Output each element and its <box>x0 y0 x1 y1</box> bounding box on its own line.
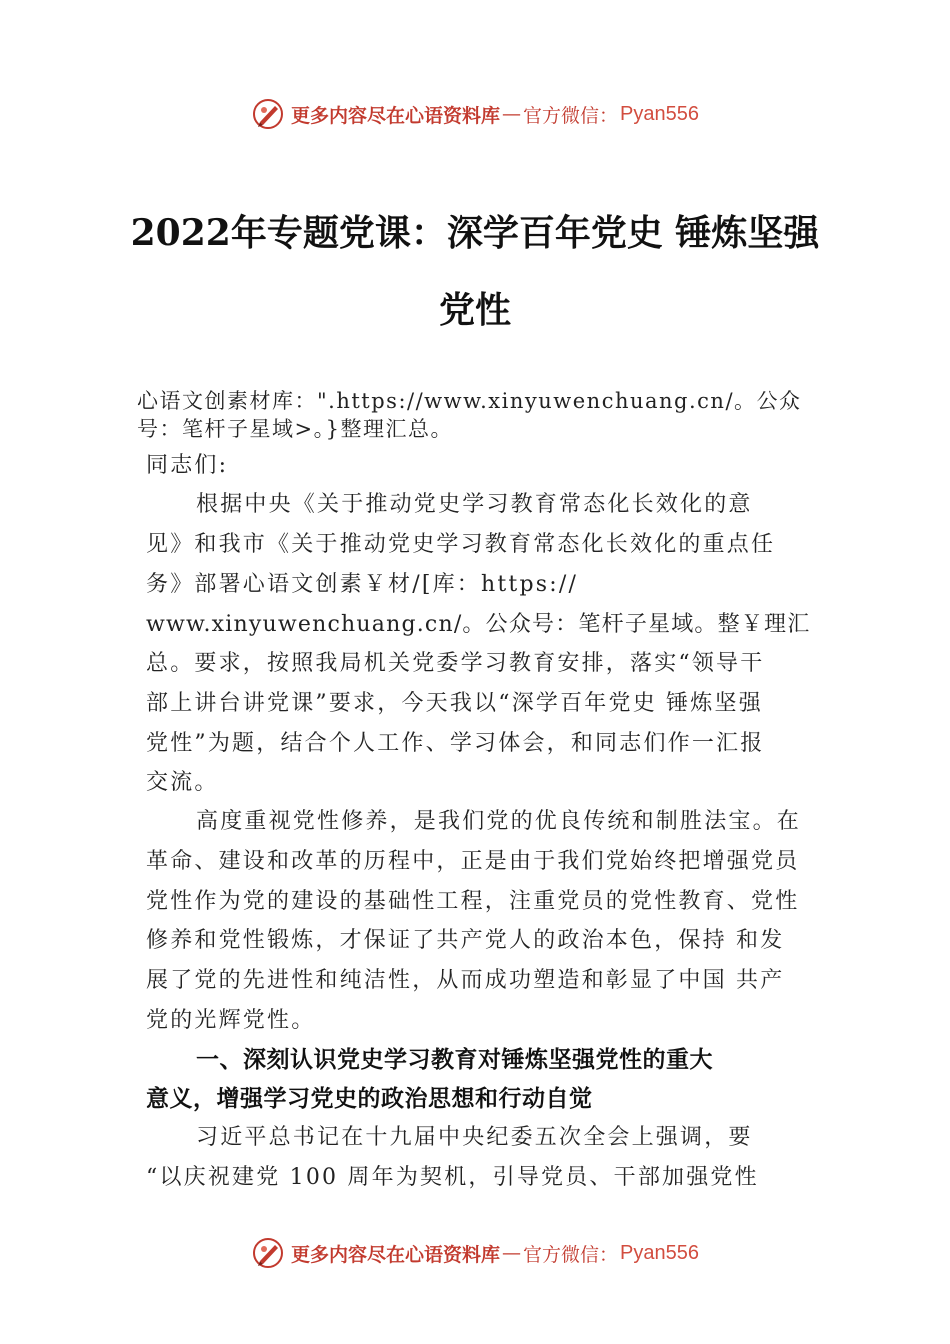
section-heading-line-2: 意义，增强学习党史的政治思想和行动自觉 <box>146 1086 593 1112</box>
paragraph2-line: 党性作为党的建设的基础性工程，注重党员的党性教育、党性 <box>146 889 800 914</box>
document-title-line-2: 党性 <box>438 289 511 331</box>
paragraph2-line: 党的光辉党性。 <box>146 1008 316 1033</box>
salutation: 同志们: <box>146 453 229 478</box>
paragraph1-line: 总。要求，按照我局机关党委学习教育安排，落实“领导干 <box>146 651 765 676</box>
paragraph1-line: 见》和我市《关于推动党史学习教育常态化长效化的重点任 <box>146 532 776 557</box>
banner-wechat-id: Pyan556 <box>620 102 699 125</box>
paragraph1-line: www.xinyuwenchuang.cn/。公众号：笔杆子星域。整￥理汇 <box>146 612 811 637</box>
paragraph2-line: 革命、建设和改革的历程中，正是由于我们党始终把增强党员 <box>146 849 800 874</box>
paragraph1-line: 务》部署心语文创素￥材/[库：https:// <box>146 572 579 597</box>
banner-separator: — <box>502 103 522 125</box>
paragraph3-line: “以庆祝建党 100 周年为契机，引导党员、干部加强党性 <box>146 1165 759 1190</box>
paragraph2-line: 修养和党性锻炼，才保证了共产党人的政治本色，保持 和发 <box>146 928 785 953</box>
paragraph1-line: 党性”为题，结合个人工作、学习体会，和同志们作一汇报 <box>146 731 765 756</box>
banner-brand-text: 更多内容尽在心语资料库 <box>291 104 501 127</box>
paragraph1-line: 部上讲台讲党课”要求，今天我以“深学百年党史 锤炼坚强 <box>146 691 763 716</box>
paragraph2-line: 展了党的先进性和纯洁性，从而成功塑造和彰显了中国 共产 <box>146 968 785 993</box>
banner-brand-text: 更多内容尽在心语资料库 <box>291 1243 501 1266</box>
banner-separator: — <box>502 1242 522 1264</box>
header-banner <box>0 94 950 134</box>
pen-logo-icon <box>251 1236 285 1270</box>
document-title-line-1: 2022年专题党课：深学百年党史 锤炼坚强 <box>130 212 820 254</box>
banner-official-label: 官方微信： <box>523 104 619 127</box>
paragraph2-line: 高度重视党性修养，是我们党的优良传统和制胜法宝。在 <box>196 809 802 834</box>
paragraph1-line: 根据中央《关于推动党史学习教育常态化长效化的意 <box>196 492 753 517</box>
footer-banner <box>0 1233 950 1273</box>
paragraph3-line: 习近平总书记在十九届中央纪委五次全会上强调，要 <box>196 1125 753 1150</box>
section-heading-line-1: 一、深刻认识党史学习教育对锤炼坚强党性的重大 <box>196 1047 713 1073</box>
pen-logo-icon <box>251 97 285 131</box>
source-note-line-1: 心语文创素材库：".https://www.xinyuwenchuang.cn/。公众 <box>137 389 802 413</box>
paragraph1-line: 交流。 <box>146 770 219 795</box>
source-note-line-2: 号：笔杆子星域>。}整理汇总。 <box>137 417 453 441</box>
banner-official-label: 官方微信： <box>523 1243 619 1266</box>
banner-wechat-id: Pyan556 <box>620 1241 699 1264</box>
